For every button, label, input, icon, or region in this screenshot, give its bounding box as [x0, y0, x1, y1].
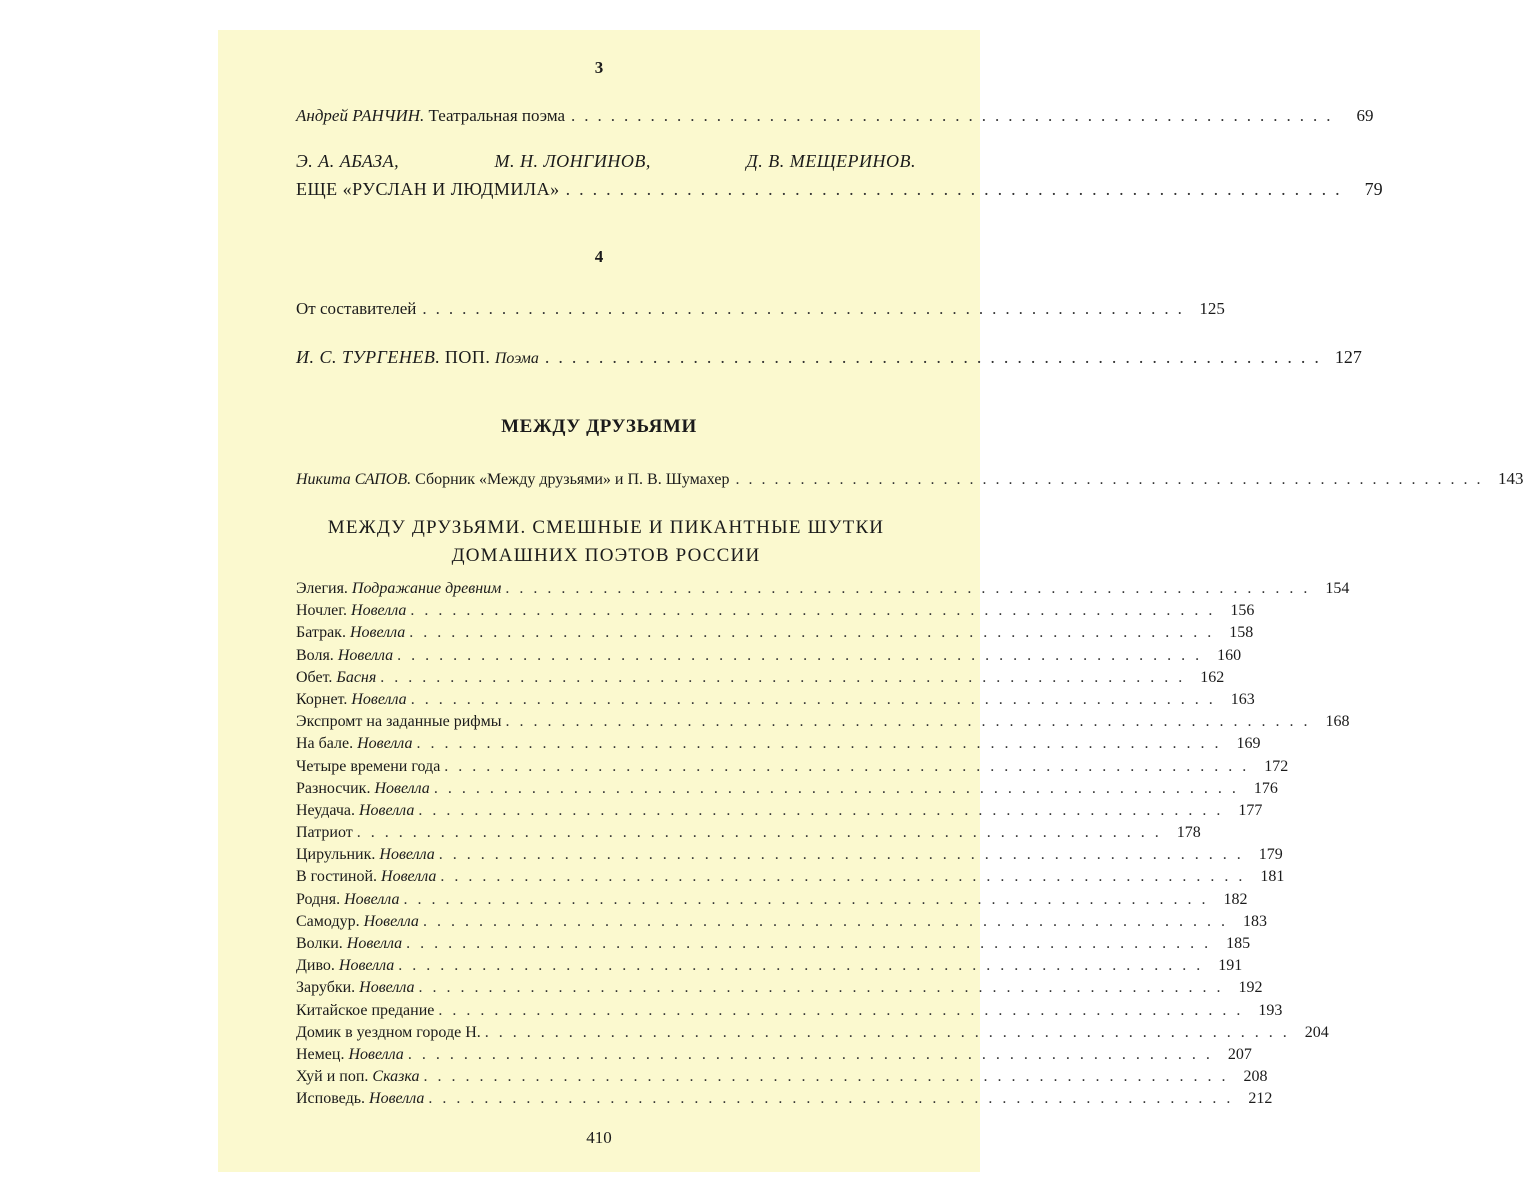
toc-item-title: Корнет. [296, 690, 348, 708]
entry-author: Никита САПОВ. [296, 471, 412, 488]
entry-page: 69 [1356, 106, 1374, 125]
toc-item-genre: Сказка [372, 1068, 420, 1086]
page-number: 410 [586, 1128, 612, 1147]
toc-item-title: Неудача. [296, 801, 355, 819]
entry-subtitle: Поэма [494, 350, 539, 367]
toc-item [296, 955, 1243, 977]
entry-title: ПОП. [444, 347, 491, 367]
toc-list [296, 578, 1350, 1111]
toc-item [296, 645, 1242, 667]
leader-dots: .......................................................... [422, 912, 1235, 930]
section-heading: МЕЖДУ ДРУЗЬЯМИ [501, 416, 697, 437]
toc-item-page: 169 [1236, 735, 1261, 753]
toc-item [296, 1088, 1273, 1110]
toc-entry-compilers [296, 298, 1225, 320]
toc-entry-turgenev [296, 346, 1362, 370]
toc-item-genre: Новелла [359, 801, 415, 819]
collection-title-line-2: ДОМАШНИХ ПОЭТОВ РОССИИ [451, 545, 761, 566]
toc-item-genre: Новелла [351, 602, 407, 620]
leader-dots: .......................................................... [410, 690, 1223, 708]
leader-dots: .......................................................... [440, 868, 1253, 886]
toc-item-genre: Новелла [379, 846, 435, 864]
toc-item-page: 162 [1200, 668, 1225, 686]
toc-item [296, 1022, 1329, 1044]
toc-item [296, 622, 1254, 644]
toc-item-genre: Новелла [348, 1045, 404, 1063]
toc-item-page: 181 [1260, 868, 1285, 886]
leader-dots: .......................................................... [544, 347, 1328, 367]
toc-item [296, 689, 1255, 711]
toc-item [296, 1066, 1268, 1088]
leader-dots: .......................................................... [571, 106, 1340, 125]
author-mescherinov: Д. В. МЕЩЕРИНОВ. [746, 151, 916, 171]
toc-item-title: Ночлег. [296, 602, 348, 620]
toc-item-genre: Новелла [351, 690, 407, 708]
leader-dots: .......................................................... [356, 824, 1169, 842]
leader-dots: .......................................................... [423, 1068, 1236, 1086]
toc-item-page: 156 [1230, 602, 1255, 620]
toc-entry-ranchin [296, 105, 1374, 127]
toc-item-page: 160 [1217, 646, 1242, 664]
toc-item-genre: Новелла [337, 646, 394, 664]
leader-dots: .......................................................... [422, 299, 1191, 318]
toc-item [296, 866, 1285, 888]
toc-item-page: 177 [1238, 801, 1263, 819]
toc-item-genre: Басня [336, 668, 377, 686]
toc-item-genre: Новелла [363, 912, 419, 930]
toc-item-page: 163 [1230, 690, 1255, 708]
toc-item-page: 182 [1223, 890, 1248, 908]
toc-item-page: 183 [1242, 912, 1267, 930]
leader-dots: .......................................................... [398, 957, 1211, 975]
leader-dots: .......................................................... [416, 735, 1229, 753]
toc-item-title: Китайское предание [296, 1001, 435, 1019]
toc-item [296, 600, 1255, 622]
toc-item [296, 822, 1201, 844]
leader-dots: .......................................................... [735, 471, 1490, 488]
toc-item-title: Воля. [296, 646, 334, 664]
toc-item-title: Патриот [296, 824, 353, 842]
entry-author: И. С. ТУРГЕНЕВ. [296, 347, 441, 367]
toc-item-title: Домик в уездном городе Н. [296, 1023, 481, 1041]
leader-dots: .......................................................... [438, 1001, 1251, 1019]
toc-item-page: 204 [1304, 1023, 1329, 1041]
toc-item-title: Немец. [296, 1045, 345, 1063]
leader-dots: .......................................................... [428, 1090, 1241, 1108]
leader-dots: .......................................................... [505, 713, 1318, 731]
toc-item-page: 158 [1229, 624, 1254, 642]
toc-item-page: 168 [1325, 713, 1350, 731]
leader-dots: .......................................................... [418, 801, 1231, 819]
entry-page: 127 [1334, 347, 1362, 367]
leader-dots: .......................................................... [409, 624, 1222, 642]
leader-dots: .......................................................... [380, 668, 1193, 686]
toc-item-title: Обет. [296, 668, 333, 686]
section-number-4: 4 [594, 247, 604, 266]
toc-item-title: Исповедь. [296, 1090, 366, 1108]
leader-dots: .......................................................... [438, 846, 1251, 864]
toc-item-page: 154 [1325, 580, 1350, 597]
toc-item-page: 191 [1218, 957, 1243, 975]
leader-dots: .......................................................... [397, 646, 1210, 664]
toc-item-title: Родня. [296, 890, 341, 908]
entry-title: От составителей [296, 299, 417, 318]
leader-dots: .......................................................... [418, 979, 1231, 997]
toc-item-genre: Новелла [374, 779, 430, 797]
toc-item [296, 977, 1263, 999]
toc-item-genre: Подражание древним [351, 580, 502, 597]
toc-item-title: Зарубки. [296, 979, 356, 997]
toc-item-title: Цирульник. [296, 846, 376, 864]
authors-line [296, 151, 916, 172]
toc-item-page: 185 [1226, 935, 1251, 952]
toc-item-title: Четыре времени года [296, 757, 441, 775]
toc-entry-ruslan [296, 178, 1383, 200]
toc-item-page: 193 [1258, 1001, 1283, 1019]
leader-dots: .......................................................... [407, 1045, 1220, 1063]
leader-dots: .......................................................... [433, 779, 1246, 797]
toc-entry-sapov [296, 468, 1523, 491]
entry-page: 143 [1497, 469, 1523, 488]
leader-dots: .......................................................... [403, 890, 1216, 908]
leader-dots: .......................................................... [505, 580, 1318, 597]
toc-item-genre: Новелла [346, 935, 403, 952]
leader-dots: .......................................................... [406, 935, 1219, 952]
toc-item [296, 733, 1261, 755]
book-page [218, 30, 1523, 1172]
toc-item-page: 179 [1258, 846, 1283, 864]
entry-page: 79 [1364, 179, 1383, 199]
toc-item [296, 844, 1283, 866]
author-abaza: Э. А. АБАЗА, [296, 151, 400, 171]
toc-item-title: Разносчик. [296, 779, 371, 797]
author-longinov: М. Н. ЛОНГИНОВ, [494, 151, 651, 171]
toc-item-page: 208 [1243, 1068, 1268, 1086]
toc-item-genre: Новелла [357, 735, 413, 753]
toc-item-title: Диво. [296, 957, 335, 975]
entry-title: ЕЩЕ «РУСЛАН И ЛЮДМИЛА» [296, 179, 560, 199]
toc-item-genre: Новелла [349, 624, 406, 642]
entry-page: 125 [1199, 299, 1225, 318]
toc-item-genre: Новелла [381, 868, 437, 886]
toc-item-title: В гостиной. [296, 868, 378, 886]
toc-item-title: На бале. [296, 735, 354, 753]
toc-item-page: 172 [1264, 757, 1289, 775]
toc-item-page: 212 [1248, 1090, 1273, 1108]
toc-item [296, 578, 1350, 600]
toc-item [296, 667, 1225, 689]
collection-title-line-1: МЕЖДУ ДРУЗЬЯМИ. СМЕШНЫЕ И ПИКАНТНЫЕ ШУТКИ [327, 517, 885, 538]
entry-title: Театральная поэма [428, 106, 566, 125]
section-number-3: 3 [594, 58, 604, 77]
leader-dots: .......................................................... [444, 757, 1257, 775]
leader-dots: .......................................................... [565, 179, 1349, 199]
toc-item [296, 711, 1350, 733]
toc-item-title: Самодур. [296, 912, 360, 930]
toc-item-genre: Новелла [369, 1090, 425, 1108]
toc-item-title: Батрак. [296, 624, 346, 642]
toc-item [296, 889, 1248, 911]
toc-item [296, 1044, 1252, 1066]
toc-item-title: Экспромт на заданные рифмы [296, 713, 502, 731]
toc-item-page: 207 [1227, 1045, 1252, 1063]
toc-item-genre: Новелла [338, 957, 395, 975]
toc-item [296, 800, 1263, 822]
toc-item-page: 192 [1238, 979, 1263, 997]
collection-title [296, 514, 916, 570]
leader-dots: .......................................................... [484, 1023, 1297, 1041]
toc-item [296, 778, 1278, 800]
entry-author: Андрей РАНЧИН. [296, 106, 425, 125]
toc-item [296, 911, 1267, 933]
toc-item-genre: Новелла [344, 890, 400, 908]
toc-item-page: 178 [1176, 824, 1201, 842]
entry-title: Сборник «Между друзьями» и П. В. Шумахер [415, 471, 730, 488]
toc-item-genre: Новелла [359, 979, 415, 997]
toc-item-page: 176 [1253, 779, 1278, 797]
leader-dots: .......................................................... [410, 602, 1223, 620]
toc-item [296, 1000, 1283, 1022]
toc-item [296, 756, 1289, 778]
toc-item [296, 933, 1251, 955]
toc-item-title: Элегия. [296, 580, 348, 597]
toc-item-title: Волки. [296, 935, 343, 952]
toc-item-title: Хуй и поп. [296, 1068, 369, 1086]
